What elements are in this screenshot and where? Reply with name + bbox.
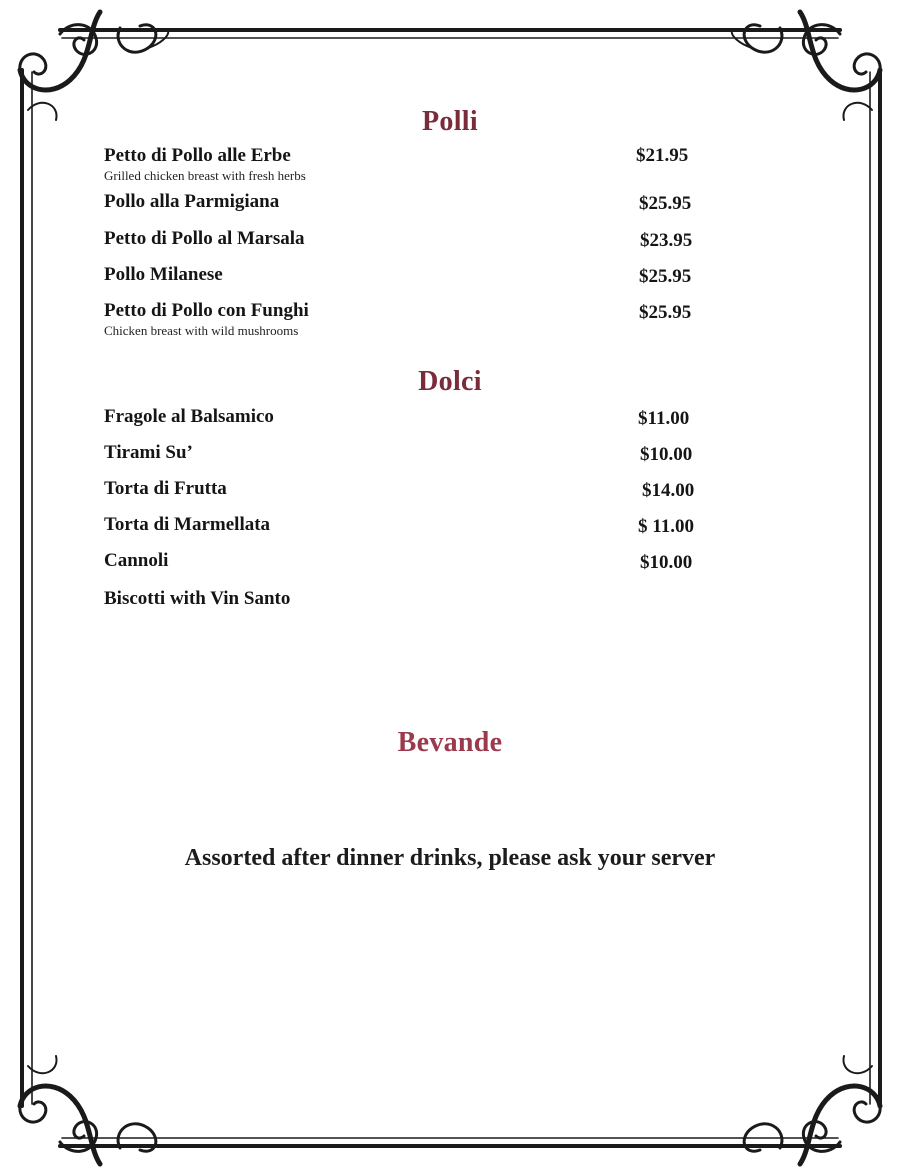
item-price: $10.00 (640, 444, 693, 465)
item-price: $25.95 (639, 266, 692, 287)
item-price: $21.95 (636, 145, 689, 166)
item-name: Fragole al Balsamico (104, 406, 274, 427)
item-price: $25.95 (639, 302, 692, 323)
item-price: $ 11.00 (638, 516, 694, 537)
item-description: Grilled chicken breast with fresh herbs (104, 168, 306, 183)
menu-item-torta-marmellata (104, 514, 744, 536)
corner-flourish-top-left (20, 12, 168, 120)
item-price: $11.00 (638, 408, 690, 429)
item-name: Biscotti with Vin Santo (104, 588, 291, 609)
item-name: Petto di Pollo alle Erbe (104, 145, 291, 166)
item-price: $23.95 (640, 230, 693, 251)
item-name: Torta di Marmellata (104, 514, 271, 535)
menu-item-petto-erbe (104, 145, 744, 184)
item-price: $25.95 (639, 193, 692, 214)
section-title-bevande: Bevande (397, 727, 503, 758)
menu-item-petto-funghi (104, 300, 744, 339)
item-price: $14.00 (642, 480, 695, 501)
corner-flourish-bottom-right (744, 1056, 880, 1164)
menu-item-tiramisu (104, 442, 744, 464)
item-name: Tirami Su’ (104, 442, 193, 463)
corner-flourish-top-right (732, 12, 880, 120)
section-title-polli: Polli (422, 106, 478, 137)
menu-item-pollo-milanese (104, 264, 744, 286)
corner-flourish-bottom-left (20, 1056, 156, 1164)
menu-item-biscotti (104, 588, 744, 610)
bevande-note: Assorted after dinner drinks, please ask your server (184, 845, 716, 871)
item-name: Pollo Milanese (104, 264, 223, 285)
item-name: Cannoli (104, 550, 169, 571)
menu-item-petto-marsala (104, 228, 744, 250)
menu-item-fragole (104, 406, 744, 428)
section-title-dolci: Dolci (418, 366, 482, 397)
item-name: Pollo alla Parmigiana (104, 191, 280, 212)
menu-item-cannoli (104, 550, 744, 572)
item-name: Petto di Pollo al Marsala (104, 228, 305, 249)
item-name: Petto di Pollo con Funghi (104, 300, 309, 321)
item-description: Chicken breast with wild mushrooms (104, 323, 299, 338)
menu-item-torta-frutta (104, 478, 744, 500)
item-price: $10.00 (640, 552, 693, 573)
item-name: Torta di Frutta (104, 478, 227, 499)
menu-item-pollo-parmigiana (104, 191, 744, 213)
